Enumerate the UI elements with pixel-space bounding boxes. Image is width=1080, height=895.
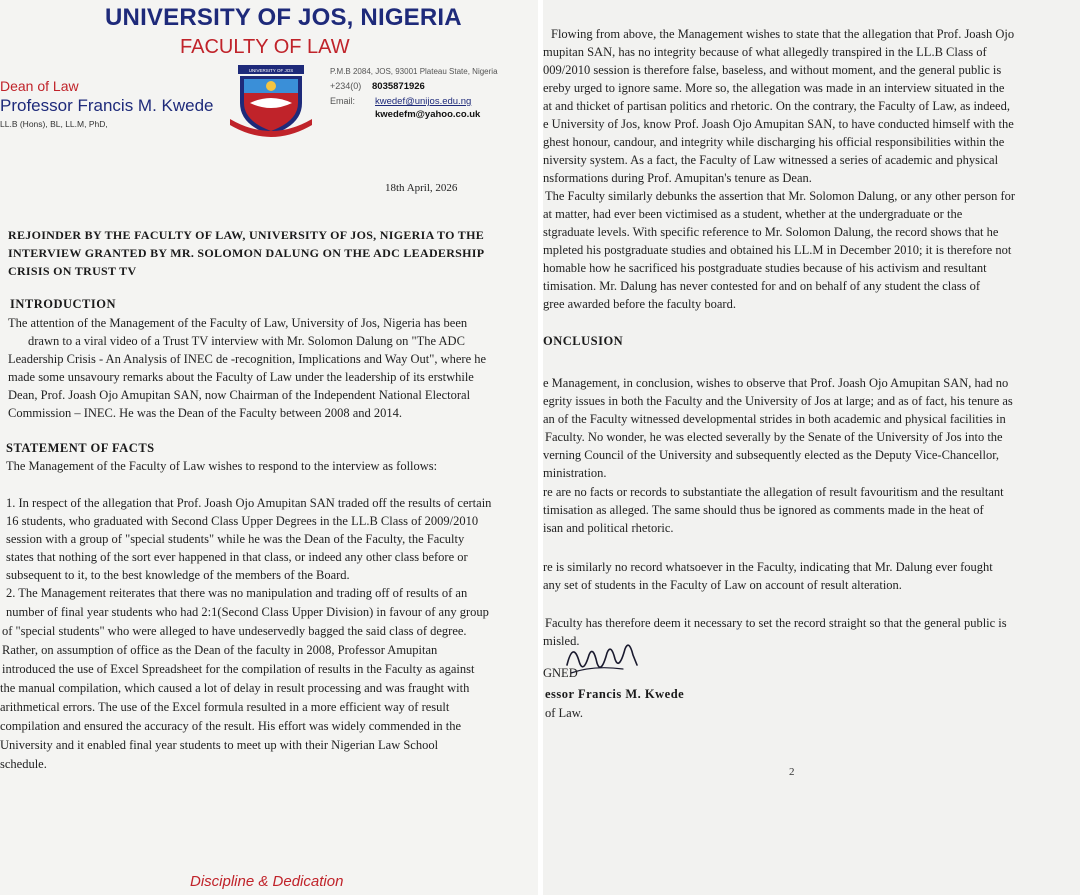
- point2-line: number of final year students who had 2:1(Second Class Upper Division) in favour of any group: [6, 605, 489, 619]
- point2-line: Rather, on assumption of office as the Dean of the faculty in 2008, Professor Amupitan: [2, 643, 438, 657]
- conclusion-line: misled.: [543, 634, 580, 648]
- para1-line: Flowing from above, the Management wishes to state that the allegation that Prof. Joash Ojo: [551, 27, 1015, 41]
- conclusion-line: isan and political rhetoric.: [543, 521, 674, 535]
- email-primary-link[interactable]: kwedef@unijos.edu.ng: [375, 96, 472, 107]
- para1-line: ereby urged to ignore same. More so, the allegation was made in an interview situated in the: [543, 81, 1005, 95]
- conclusion-line: any set of students in the Faculty of Law on account of result alteration.: [543, 578, 902, 592]
- conclusion-line: re are no facts or records to substantiate the allegation of result favouritism and the resultant: [543, 485, 1004, 499]
- faculty-name: FACULTY OF LAW: [180, 36, 350, 58]
- statement-of-facts-heading: STATEMENT OF FACTS: [6, 441, 155, 455]
- point2-line: arithmetical errors. The use of the Excel formula resulted in a more efficient way of result: [0, 700, 450, 714]
- letter-date: 18th April, 2026: [385, 182, 458, 194]
- para1-line: homable how he sacrificed his postgraduate studies because of his activism and resultant: [543, 261, 987, 275]
- point2-line: 2. The Management reiterates that there was no manipulation and trading off of results of an: [6, 586, 468, 600]
- conclusion-line: Faculty. No wonder, he was elected severally by the Senate of the University of Jos into the: [545, 430, 1003, 444]
- letter-page-2: [543, 0, 1080, 895]
- conclusion-line: timisation as alleged. The same should thus be ignored as comments made in the heat of: [543, 503, 984, 517]
- conclusion-heading: ONCLUSION: [543, 334, 624, 348]
- point2-line: University and it enabled final year students to meet up with their Nigerian Law School: [0, 738, 439, 752]
- email-label: Email:: [330, 96, 356, 106]
- point2-line: schedule.: [0, 757, 47, 771]
- postal-address: P.M.B 2084, JOS, 93001 Plateau State, Nigeria: [330, 67, 498, 76]
- para1-line: e University of Jos, know Prof. Joash Ojo Amupitan SAN, to have conducted himself with the: [543, 117, 1014, 131]
- para1-line: at and thicket of partisan politics and rhetoric. On the contrary, the Faculty of Law, as indeed,: [543, 99, 1010, 113]
- conclusion-line: an of the Faculty witnessed developmental strides in both academic and physical facilities in: [543, 412, 1006, 426]
- conclusion-line: e Management, in conclusion, wishes to observe that Prof. Joash Ojo Amupitan SAN, had no: [543, 376, 1009, 390]
- email-secondary: kwedefm@yahoo.co.uk: [375, 109, 481, 120]
- point1-line: subsequent to it, to the best knowledge of the members of the Board.: [6, 568, 350, 582]
- phone-number: 8035871926: [372, 81, 425, 92]
- para1-line: 009/2010 session is therefore false, baseless, and without moment, and the general public is: [543, 63, 1002, 77]
- title-line-2: INTERVIEW GRANTED BY MR. SOLOMON DALUNG ON THE ADC LEADERSHIP: [8, 246, 485, 260]
- title-line-3: CRISIS ON TRUST TV: [8, 264, 137, 278]
- point2-line: the manual compilation, which caused a lot of delay in result processing and was fraught with: [0, 681, 470, 695]
- para1-line: gree awarded before the faculty board.: [543, 297, 736, 311]
- signatory-name: essor Francis M. Kwede: [545, 687, 685, 701]
- university-name: UNIVERSITY OF JOS, NIGERIA: [105, 4, 462, 31]
- point2-line: introduced the use of Excel Spreadsheet for the compilation of results in the Faculty as against: [2, 662, 475, 676]
- point1-line: 16 students, who graduated with Second Class Upper Degrees in the LL.B Class of 2009/2010: [6, 514, 479, 528]
- dean-name: Professor Francis M. Kwede: [0, 96, 214, 115]
- conclusion-line: egrity issues in both the Faculty and the University of Jos at large; and as of fact, his tenure as: [543, 394, 1013, 408]
- intro-line: The attention of the Management of the Faculty of Law, University of Jos, Nigeria has been: [8, 316, 468, 330]
- intro-line: drawn to a viral video of a Trust TV interview with Mr. Solomon Dalung on "The ADC: [28, 334, 465, 348]
- para1-line: at matter, had ever been victimised as a student, whether at the undergraduate or the: [543, 207, 963, 221]
- conclusion-line: verning Council of the University and subsequently elected as the Deputy Vice-Chancellor,: [543, 448, 1000, 462]
- dean-qualifications: LL.B (Hons), BL, LL.M, PhD,: [0, 119, 108, 129]
- point2-line: compilation and ensured the accuracy of the result. His effort was widely commended in the: [0, 719, 462, 733]
- title-line-1: REJOINDER BY THE FACULTY OF LAW, UNIVERSITY OF JOS, NIGERIA TO THE: [8, 228, 485, 242]
- para1-line: mpleted his postgraduate studies and obtained his LL.M in December 2010; it is therefore not: [543, 243, 1012, 257]
- conclusion-line: Faculty has therefore deem it necessary to set the record straight so that the general public is: [545, 616, 1007, 630]
- intro-line: made some unsavoury remarks about the Faculty of Law under the leadership of its erstwhile: [8, 370, 474, 384]
- footer-motto: Discipline & Dedication: [190, 873, 344, 890]
- conclusion-line: ministration.: [543, 466, 607, 480]
- letter-page-1: [0, 0, 538, 895]
- page-number: 2: [789, 766, 795, 778]
- para1-line: ghest honour, candour, and integrity while discharging his official responsibilities within the: [543, 135, 1005, 149]
- intro-line: Commission – INEC. He was the Dean of the Faculty between 2008 and 2014.: [8, 406, 403, 420]
- para1-line: nsformations during Prof. Amupitan's tenure as Dean.: [543, 171, 812, 185]
- point2-line: of "special students" who were alleged to have undeservedly bagged the said class of degree.: [2, 624, 467, 638]
- phone-prefix: +234(0): [330, 81, 362, 91]
- signed-label: GNED: [543, 666, 578, 680]
- introduction-heading: INTRODUCTION: [10, 297, 117, 311]
- point1-line: 1. In respect of the allegation that Prof. Joash Ojo Amupitan SAN traded off the results of certain: [6, 496, 492, 510]
- crest-banner-text: UNIVERSITY OF JOS: [248, 68, 294, 73]
- intro-line: Leadership Crisis - An Analysis of INEC de -recognition, Implications and Way Out", where he: [8, 352, 487, 366]
- signatory-role: of Law.: [545, 706, 584, 720]
- para1-line: mupitan SAN, has no integrity because of what allegedly transpired in the LL.B Class of: [543, 45, 987, 59]
- intro-line: Dean, Prof. Joash Ojo Amupitan SAN, now Chairman of the Independent National Electoral: [8, 388, 471, 402]
- point1-line: states that nothing of the sort ever happened in that class, or indeed any other class before or: [6, 550, 468, 564]
- facts-intro: The Management of the Faculty of Law wishes to respond to the interview as follows:: [6, 459, 438, 473]
- point1-line: session with a group of "special students" while he was the Dean of the Faculty, the Faculty: [6, 532, 465, 546]
- para1-line: The Faculty similarly debunks the assertion that Mr. Solomon Dalung, or any other person for: [545, 189, 1016, 203]
- para1-line: niversity system. As a fact, the Faculty of Law witnessed a series of academic and physical: [543, 153, 999, 167]
- university-crest-icon: [228, 63, 314, 137]
- para1-line: stgraduate levels. With specific reference to Mr. Solomon Dalung, the record shows that he: [543, 225, 999, 239]
- para1-line: timisation. Mr. Dalung has never contested for and on behalf of any student the class of: [543, 279, 981, 293]
- conclusion-line: re is similarly no record whatsoever in the Faculty, indicating that Mr. Dalung ever fought: [543, 560, 993, 574]
- dean-title: Dean of Law: [0, 78, 79, 94]
